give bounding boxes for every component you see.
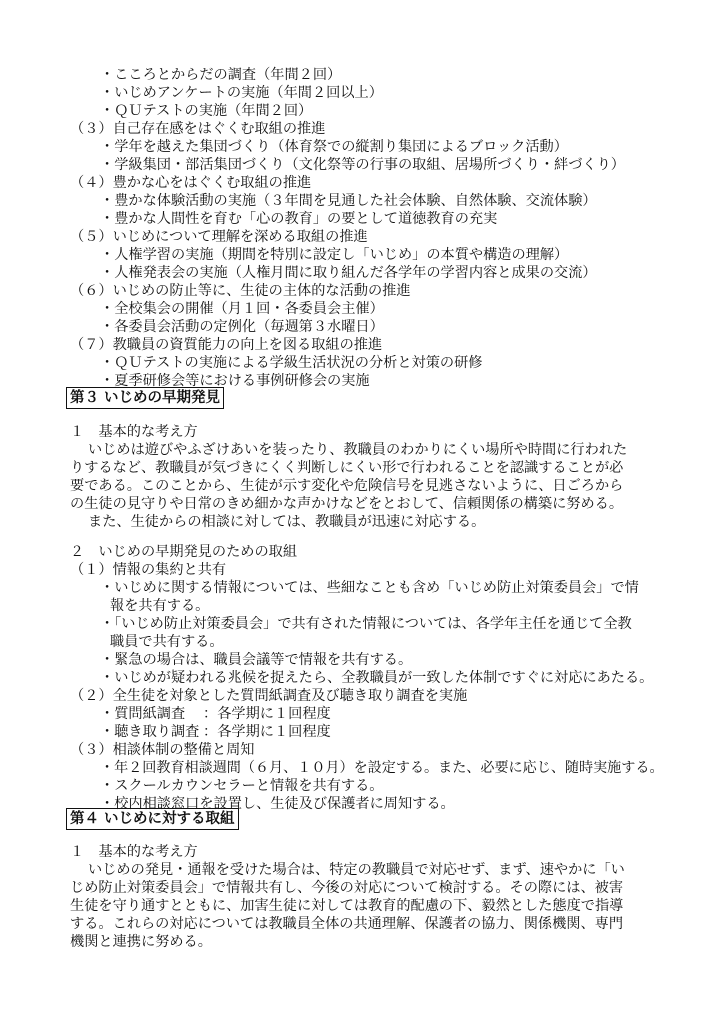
list-item: ・年２回教育相談週間（６月、１０月）を設定する。また、必要に応じ、随時実施する。	[100, 760, 664, 776]
subsection-heading: （１）情報の集約と共有	[70, 562, 227, 578]
paragraph-line: する。これらの対応については教職員全体の共通理解、保護者の協力、関係機関、専門	[70, 916, 624, 932]
section-title: 第４ いじめに対する取組	[66, 808, 239, 830]
list-item: ・ＱＵテストの実施による学級生活状況の分析と対策の研修	[100, 355, 483, 371]
subsection-heading: （６）いじめの防止等に、生徒の主体的な活動の推進	[70, 283, 411, 299]
list-item: ・夏季研修会等における事例研修会の実施	[100, 373, 370, 389]
list-item: ・「いじめ防止対策委員会」で共有された情報については、各学年主任を通じて全教	[100, 616, 632, 632]
survey-value: ：各学期に１回程度	[203, 724, 331, 740]
subsection-heading: （２）全生徒を対象とした質問紙調査及び聴き取り調査を実施	[70, 688, 468, 704]
list-item: ・いじめアンケートの実施（年間２回以上）	[100, 85, 383, 101]
list-item: ・いじめが疑われる兆候を捉えたら、全教職員が一致した体制ですぐに対応にあたる。	[100, 670, 654, 686]
list-item: ・人権発表会の実施（人権月間に取り組んだ各学年の学習内容と成果の交流）	[100, 265, 597, 281]
list-item: ・学年を越えた集団づくり（体育祭での縦割り集団によるブロック活動）	[100, 139, 568, 155]
paragraph-line: じめ防止対策委員会」で情報共有し、今後の対応について検討する。その際には、被害	[70, 880, 624, 896]
list-item: ・スクールカウンセラーと情報を共有する。	[100, 778, 384, 794]
list-item: ・豊かな人間性を育む「心の教育」の要として道徳教育の充実	[100, 211, 498, 227]
paragraph-line: りするなど、教職員が気づきにくく判断しにくい形で行われることを認識することが必	[70, 460, 624, 476]
list-item: ・校内相談窓口を設置し、生徒及び保護者に周知する。	[100, 796, 455, 812]
paragraph-line: いじめの発見・通報を受けた場合は、特定の教職員で対応せず、まず、速やかに「い	[88, 862, 625, 878]
subsection-heading: （３）自己存在感をはぐくむ取組の推進	[70, 121, 326, 137]
paragraph-line: また、生徒からの相談に対しては、教職員が迅速に対応する。	[88, 514, 486, 530]
list-item: ・いじめに関する情報については、些細なことも含め「いじめ防止対策委員会」で情	[100, 580, 639, 596]
paragraph-line: いじめは遊びやふざけあいを装ったり、教職員のわかりにくい場所や時間に行われた	[88, 442, 628, 458]
paragraph-heading: １ 基本的な考え方	[70, 844, 198, 860]
list-item-continuation: 報を共有する。	[110, 598, 210, 614]
survey-label: ・質問紙調査	[100, 706, 186, 722]
list-item-continuation: 職員で共有する。	[110, 634, 224, 650]
paragraph-line: の生徒の見守りや日常のきめ細かな声かけなどをとおして、信頼関係の構築に努める。	[70, 496, 624, 512]
survey-label: ・聴き取り調査	[100, 724, 200, 740]
list-item: ・こころとからだの調査（年間２回）	[100, 67, 342, 83]
subsection-heading: （７）教職員の資質能力の向上を図る取組の推進	[70, 337, 383, 353]
list-item: ・学級集団・部活集団づくり（文化祭等の行事の取組、居場所づくり・絆づくり）	[100, 157, 625, 173]
paragraph-line: 生徒を守り通すとともに、加害生徒に対しては教育的配慮の下、毅然とした態度で指導	[70, 898, 624, 914]
survey-value: ：各学期に１回程度	[203, 706, 331, 722]
list-item: ・人権学習の実施（期間を特別に設定し「いじめ」の本質や構造の理解）	[100, 247, 569, 263]
list-item: ・各委員会活動の定例化（毎週第３水曜日）	[100, 319, 384, 335]
list-item	[100, 724, 331, 741]
paragraph-heading: ２ いじめの早期発見のための取組	[70, 544, 298, 560]
paragraph-line: 要である。このことから、生徒が示す変化や危険信号を見逃さないように、日ごろから	[70, 478, 624, 494]
section-title: 第３ いじめの早期発見	[66, 387, 224, 409]
list-item: ・緊急の場合は、職員会議等で情報を共有する。	[100, 652, 413, 668]
paragraph-line: 機関と連携に努める。	[70, 934, 212, 950]
list-item: ・全校集会の開催（月１回・各委員会主催）	[100, 301, 384, 317]
subsection-heading: （５）いじめについて理解を深める取組の推進	[70, 229, 368, 245]
subsection-heading: （４）豊かな心をはぐくむ取組の推進	[70, 175, 312, 191]
subsection-heading: （３）相談体制の整備と周知	[70, 742, 255, 758]
list-item: ・豊かな体験活動の実施（３年間を見通した社会体験、自然体験、交流体験）	[100, 193, 597, 209]
list-item	[100, 706, 331, 723]
paragraph-heading: １ 基本的な考え方	[70, 424, 198, 440]
list-item: ・ＱＵテストの実施（年間２回）	[100, 103, 313, 119]
